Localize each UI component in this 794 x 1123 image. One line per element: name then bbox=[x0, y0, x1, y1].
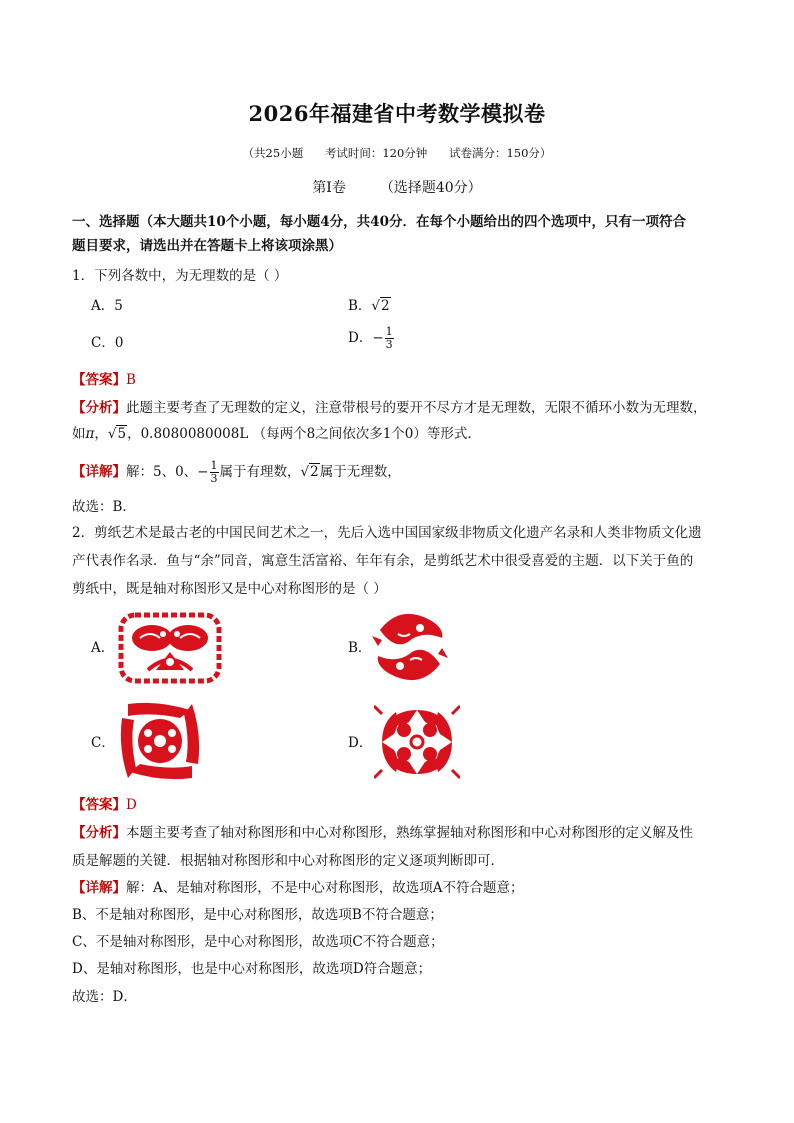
fraction: $\frac{1}{3}$ bbox=[210, 459, 218, 485]
q2-analysis: 【分析】本题主要考查了轴对称图形和中心对称图形，熟练掌握轴对称图形和中心对称图形的定义解及性 bbox=[72, 825, 693, 841]
q2-stem-cont2: 剪纸中，既是轴对称图形又是中心对称图形的是（ ） bbox=[72, 581, 387, 597]
question-count: （共25小题 bbox=[242, 146, 304, 160]
q2-option-b[interactable]: B． bbox=[348, 640, 372, 656]
answer-value: D bbox=[126, 797, 137, 813]
sqrt-symbol: √2 bbox=[300, 464, 319, 480]
q1-option-d-label: D．− bbox=[348, 330, 384, 346]
q1-option-a[interactable]: A．5 bbox=[91, 298, 123, 314]
q2-option-d[interactable]: D． bbox=[348, 735, 373, 751]
q2-analysis-cont: 质是解题的关键．根据轴对称图形和中心对称图形的定义逐项判断即可． bbox=[72, 853, 504, 869]
volume-heading bbox=[0, 177, 794, 197]
q2-detail-b: B、不是轴对称图形，是中心对称图形，故选项B不符合题意； bbox=[72, 907, 443, 923]
answer-tag: 【答案】 bbox=[72, 372, 126, 388]
analysis-tag: 【分析】 bbox=[72, 400, 126, 416]
detail-tag: 【详解】 bbox=[72, 880, 126, 896]
q1-analysis: 【分析】此题主要考查了无理数的定义，注意带根号的要开不尽方才是无理数，无限不循环小数为无理数， bbox=[72, 400, 707, 416]
volume-name: 第Ⅰ卷 bbox=[312, 180, 346, 196]
q1-option-c[interactable]: C．0 bbox=[91, 335, 124, 351]
q2-option-a[interactable]: A． bbox=[91, 640, 115, 656]
q2-detail-d: D、是轴对称图形，也是中心对称图形，故选项D符合题意； bbox=[72, 961, 432, 977]
full-score: 试卷满分：150分） bbox=[448, 146, 552, 160]
q1-answer bbox=[72, 370, 732, 390]
papercut-fish-a-image[interactable] bbox=[118, 612, 222, 684]
answer-tag: 【答案】 bbox=[72, 797, 126, 813]
papercut-fish-b-image[interactable] bbox=[370, 606, 450, 688]
exam-info bbox=[0, 145, 794, 161]
papercut-fish-c-image[interactable] bbox=[118, 698, 202, 784]
q1-conclusion: 故选：B． bbox=[72, 499, 136, 515]
answer-value: B bbox=[126, 372, 136, 388]
analysis-tag: 【分析】 bbox=[72, 825, 126, 841]
sqrt-symbol: √5 bbox=[107, 426, 127, 442]
volume-desc: （选择题40分） bbox=[379, 180, 482, 196]
q1-option-d[interactable] bbox=[348, 326, 395, 351]
q2-answer bbox=[72, 795, 732, 815]
exam-time: 考试时间：120分钟 bbox=[324, 146, 428, 160]
q2-detail-c: C、不是轴对称图形，是中心对称图形，故选项C不符合题意； bbox=[72, 934, 444, 950]
q2-stem-cont: 产代表作名录．鱼与“余”同音，寓意生活富裕、年年有余，是剪纸艺术中很受喜爱的主题．以下关于鱼的 bbox=[72, 553, 694, 569]
q2-detail: 【详解】解：A、是轴对称图形，不是中心对称图形，故选项A不符合题意； bbox=[72, 880, 524, 896]
sqrt-symbol: √2 bbox=[371, 298, 390, 314]
detail-tag: 【详解】 bbox=[72, 464, 126, 480]
fraction: $\frac{1}{3}$ bbox=[385, 325, 393, 351]
section-heading: 一、选择题（本大题共10个小题，每小题4分，共40分．在每个小题给出的四个选项中，只有一项符合 bbox=[72, 214, 686, 230]
page-title: 2026年福建省中考数学模拟卷 bbox=[248, 101, 546, 126]
q1-analysis-cont: 如π，√5，0.8080080008L （每两个8之间依次多1个0）等形式． bbox=[72, 426, 481, 442]
q1-option-b-label: B． bbox=[348, 298, 372, 314]
q2-option-c[interactable]: C． bbox=[91, 735, 115, 751]
q1-option-b[interactable] bbox=[348, 296, 391, 316]
q1-stem: 1．下列各数中，为无理数的是（ ） bbox=[72, 268, 288, 284]
q2-stem: 2．剪纸艺术是最古老的中国民间艺术之一，先后入选中国国家级非物质文化遗产名录和人类非物质文化遗 bbox=[72, 525, 702, 541]
section-heading-cont: 题目要求，请选出并在答题卡上将该项涂黑） bbox=[72, 238, 342, 254]
q2-conclusion: 故选：D． bbox=[72, 989, 137, 1005]
q1-detail: 【详解】解：5、0、− $\frac{1}{3}$ 属于有理数，√2属于无理数， bbox=[72, 459, 401, 485]
papercut-fish-d-image[interactable] bbox=[374, 702, 460, 782]
